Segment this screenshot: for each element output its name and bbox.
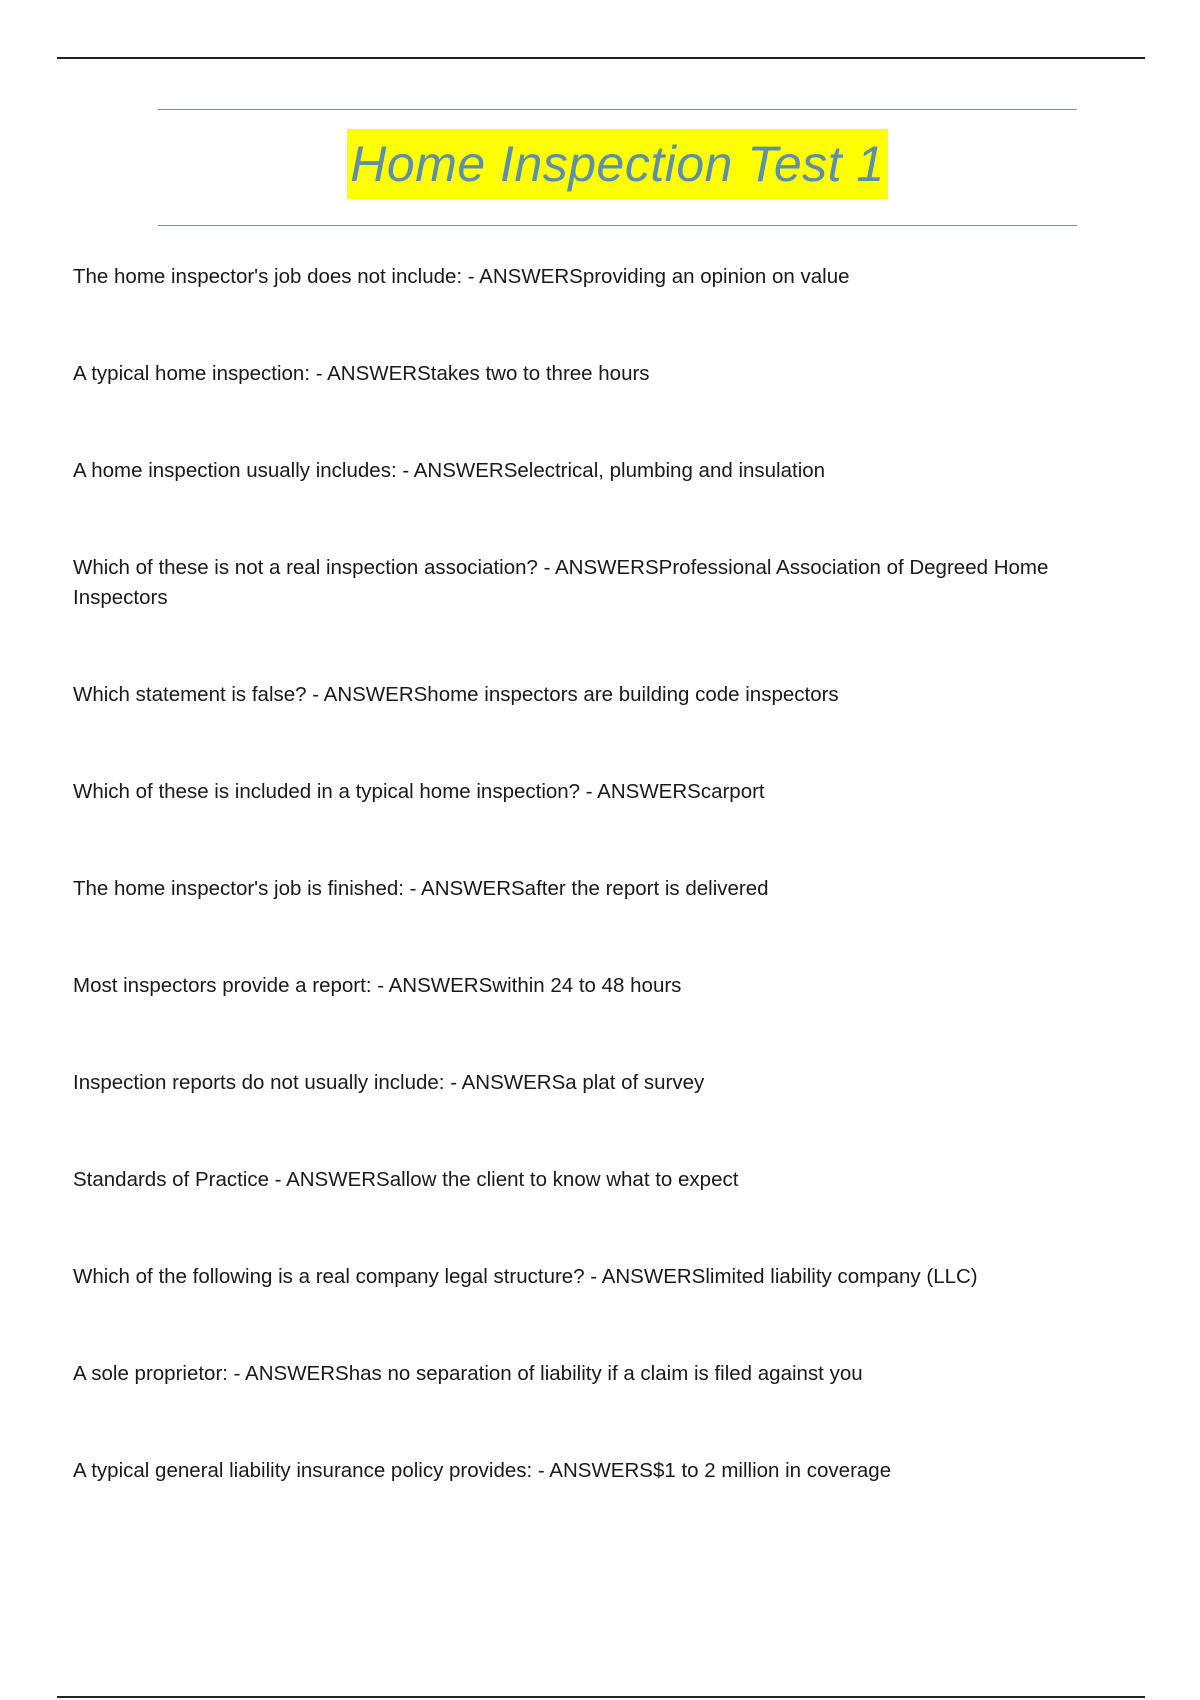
document-title: Home Inspection Test 1 (347, 129, 887, 199)
qa-item: Most inspectors provide a report: - ANSWERSwithin 24 to 48 hours (73, 974, 682, 997)
qa-item: A typical home inspection: - ANSWERStakes two to three hours (73, 362, 650, 385)
question-answer-list (73, 262, 1128, 1553)
qa-item: Which of the following is a real company legal structure? - ANSWERSlimited liability company (LLC) (73, 1265, 978, 1288)
qa-item: A typical general liability insurance policy provides: - ANSWERS$1 to 2 million in coverage (73, 1459, 892, 1482)
page-bottom-rule (57, 1696, 1145, 1698)
page-top-rule (57, 57, 1145, 59)
qa-item: Which statement is false? - ANSWERShome inspectors are building code inspectors (73, 683, 839, 706)
title-lower-rule (158, 225, 1077, 226)
qa-item: Which of these is not a real inspection association? - ANSWERSProfessional Association of Degreed Home Inspectors (73, 556, 1049, 609)
title-wrap (158, 129, 1077, 199)
qa-item: A sole proprietor: - ANSWERShas no separation of liability if a claim is filed against you (73, 1362, 863, 1385)
title-upper-rule (158, 109, 1077, 110)
qa-item: The home inspector's job does not include: - ANSWERSproviding an opinion on value (73, 265, 850, 288)
qa-item: The home inspector's job is finished: - ANSWERSafter the report is delivered (73, 877, 769, 900)
qa-item: A home inspection usually includes: - ANSWERSelectrical, plumbing and insulation (73, 459, 826, 482)
qa-item: Inspection reports do not usually include: - ANSWERSa plat of survey (73, 1071, 705, 1094)
qa-item: Which of these is included in a typical home inspection? - ANSWERScarport (73, 780, 765, 803)
title-block (158, 109, 1077, 226)
qa-item: Standards of Practice - ANSWERSallow the client to know what to expect (73, 1168, 739, 1191)
